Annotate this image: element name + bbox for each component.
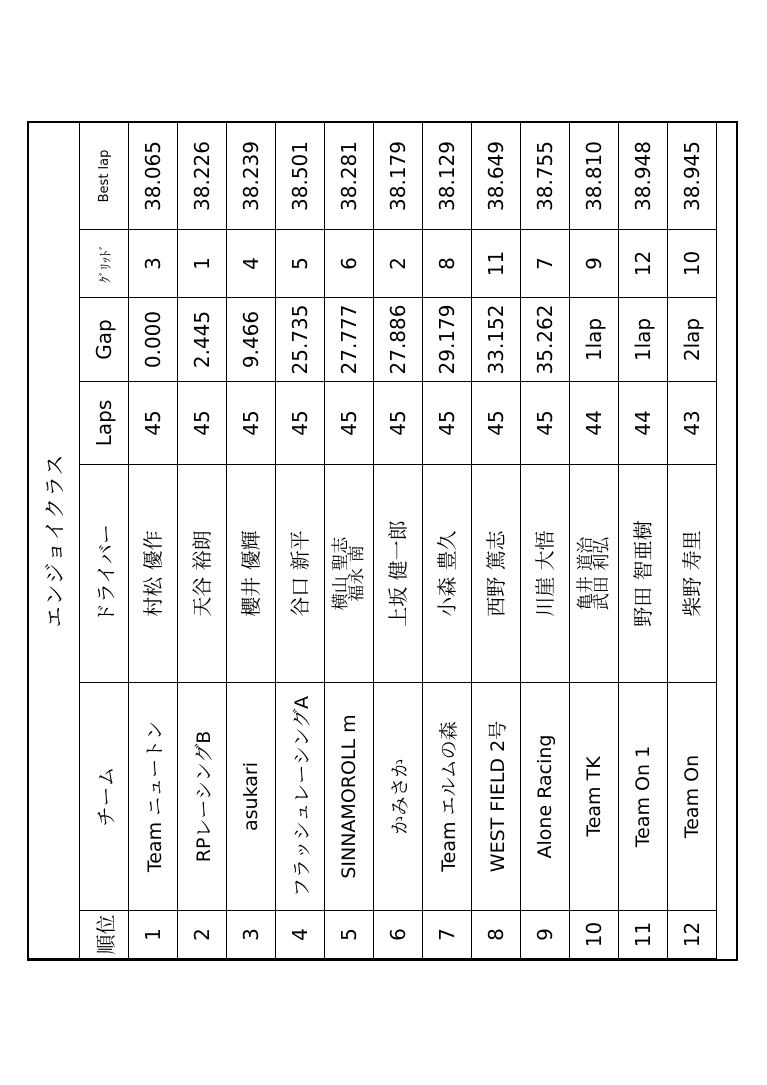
best-lap-cell: 38.501	[276, 122, 325, 229]
laps-cell: 45	[178, 382, 227, 465]
grid-cell: 5	[276, 230, 325, 298]
header-grid: ｸﾞﾘｯﾄﾞ	[80, 230, 129, 298]
driver-cell	[325, 465, 374, 683]
driver-name: 櫻井 優輝	[239, 530, 263, 617]
driver-cell	[129, 465, 178, 683]
grid-cell: 9	[570, 230, 619, 298]
driver-list	[570, 465, 618, 682]
team-cell: Alone Racing	[521, 683, 570, 911]
header-gap: Gap	[80, 298, 129, 382]
rank-cell: 7	[423, 911, 472, 959]
laps-cell: 45	[276, 382, 325, 465]
laps-cell: 45	[325, 382, 374, 465]
driver-list	[619, 465, 667, 682]
laps-cell: 45	[129, 382, 178, 465]
best-lap-cell: 38.129	[423, 122, 472, 229]
rank-cell: 12	[668, 911, 717, 959]
rank-cell: 1	[129, 911, 178, 959]
table-row	[668, 122, 717, 958]
header-team: チーム	[80, 683, 129, 911]
rank-cell: 4	[276, 911, 325, 959]
driver-list	[668, 465, 716, 682]
gap-cell: 33.152	[472, 298, 521, 382]
gap-cell: 27.777	[325, 298, 374, 382]
gap-cell: 35.262	[521, 298, 570, 382]
table-row	[521, 122, 570, 958]
driver-name: 村松 優作	[141, 530, 165, 617]
rank-cell: 9	[521, 911, 570, 959]
gap-cell: 29.179	[423, 298, 472, 382]
driver-list	[129, 465, 177, 682]
driver-list	[374, 465, 422, 682]
team-cell: フラッシュレーシングA	[276, 683, 325, 911]
team-cell: Team On 1	[619, 683, 668, 911]
grid-cell: 8	[423, 230, 472, 298]
table-row	[374, 122, 423, 958]
driver-list	[178, 465, 226, 682]
best-lap-cell: 38.649	[472, 122, 521, 229]
gap-cell: 9.466	[227, 298, 276, 382]
team-cell: Team ニュートン	[129, 683, 178, 911]
grid-cell: 12	[619, 230, 668, 298]
driver-cell	[374, 465, 423, 683]
gap-cell: 1lap	[570, 298, 619, 382]
header-row	[80, 122, 129, 958]
driver-list	[325, 465, 373, 682]
best-lap-cell: 38.810	[570, 122, 619, 229]
grid-cell: 11	[472, 230, 521, 298]
laps-cell: 45	[227, 382, 276, 465]
laps-cell: 45	[423, 382, 472, 465]
rank-cell: 6	[374, 911, 423, 959]
driver-cell	[423, 465, 472, 683]
grid-cell: 6	[325, 230, 374, 298]
gap-cell: 2lap	[668, 298, 717, 382]
best-lap-cell: 38.281	[325, 122, 374, 229]
gap-cell: 27.886	[374, 298, 423, 382]
rank-cell: 8	[472, 911, 521, 959]
driver-name: 福永 南	[347, 545, 367, 602]
driver-name: 天谷 裕朗	[190, 530, 214, 617]
team-cell: asukari	[227, 683, 276, 911]
driver-list	[521, 465, 569, 682]
driver-cell	[521, 465, 570, 683]
laps-cell: 45	[472, 382, 521, 465]
grid-cell: 4	[227, 230, 276, 298]
driver-name: 横山 聖志	[331, 536, 351, 611]
results-sheet	[27, 121, 738, 961]
driver-cell	[227, 465, 276, 683]
driver-list	[423, 465, 471, 682]
driver-list	[472, 465, 520, 682]
rank-cell: 11	[619, 911, 668, 959]
driver-cell	[570, 465, 619, 683]
table-row	[325, 122, 374, 958]
team-cell: かみさか	[374, 683, 423, 911]
driver-name: 谷口 新平	[288, 530, 312, 617]
driver-name: 亀井 道治	[576, 536, 596, 611]
driver-cell	[276, 465, 325, 683]
best-lap-cell: 38.948	[619, 122, 668, 229]
team-cell: SINNAMOROLL m	[325, 683, 374, 911]
team-cell: WEST FIELD 2号	[472, 683, 521, 911]
driver-name: 上坂 健一郎	[386, 520, 410, 627]
gap-cell: 0.000	[129, 298, 178, 382]
driver-name: 小森 豊久	[435, 530, 459, 617]
table-row	[178, 122, 227, 958]
laps-cell: 44	[619, 382, 668, 465]
header-best-lap: Best lap	[80, 122, 129, 229]
team-cell: Team エルムの森	[423, 683, 472, 911]
driver-list	[227, 465, 275, 682]
driver-cell	[668, 465, 717, 683]
results-table	[29, 122, 717, 959]
header-rank: 順位	[80, 911, 129, 959]
table-row	[619, 122, 668, 958]
table-row	[570, 122, 619, 958]
laps-cell: 45	[521, 382, 570, 465]
grid-cell: 1	[178, 230, 227, 298]
driver-list	[276, 465, 324, 682]
grid-cell: 7	[521, 230, 570, 298]
grid-cell: 3	[129, 230, 178, 298]
gap-cell: 2.445	[178, 298, 227, 382]
best-lap-cell: 38.755	[521, 122, 570, 229]
driver-name: 川崖 大悟	[533, 530, 557, 617]
driver-cell	[178, 465, 227, 683]
title-row	[29, 122, 80, 958]
driver-cell	[472, 465, 521, 683]
rank-cell: 3	[227, 911, 276, 959]
grid-cell: 2	[374, 230, 423, 298]
laps-cell: 45	[374, 382, 423, 465]
driver-name: 武田 利弘	[592, 536, 612, 611]
driver-cell	[619, 465, 668, 683]
best-lap-cell: 38.239	[227, 122, 276, 229]
team-cell: Team On	[668, 683, 717, 911]
rank-cell: 5	[325, 911, 374, 959]
driver-name: 柴野 寿里	[680, 530, 704, 617]
best-lap-cell: 38.065	[129, 122, 178, 229]
table-row	[129, 122, 178, 958]
table-row	[472, 122, 521, 958]
header-laps: Laps	[80, 382, 129, 465]
grid-cell: 10	[668, 230, 717, 298]
best-lap-cell: 38.179	[374, 122, 423, 229]
class-title: エンジョイクラス	[29, 122, 80, 958]
rank-cell: 2	[178, 911, 227, 959]
driver-name: 西野 篤志	[484, 530, 508, 617]
table-row	[227, 122, 276, 958]
team-cell: RPレーシングB	[178, 683, 227, 911]
team-cell: Team TK	[570, 683, 619, 911]
gap-cell: 1lap	[619, 298, 668, 382]
driver-name: 野田 智亜樹	[631, 520, 655, 627]
table-row	[423, 122, 472, 958]
rank-cell: 10	[570, 911, 619, 959]
header-driver: ドライバー	[80, 465, 129, 683]
gap-cell: 25.735	[276, 298, 325, 382]
best-lap-cell: 38.945	[668, 122, 717, 229]
rotated-table-wrapper	[29, 123, 736, 959]
laps-cell: 44	[570, 382, 619, 465]
laps-cell: 43	[668, 382, 717, 465]
table-row	[276, 122, 325, 958]
best-lap-cell: 38.226	[178, 122, 227, 229]
